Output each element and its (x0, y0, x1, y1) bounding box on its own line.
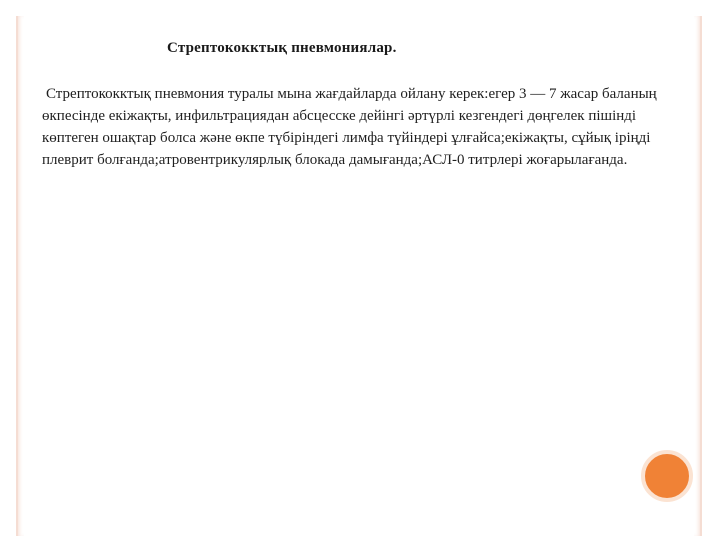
slide-title: Стрептококктық пневмониялар. (167, 40, 397, 56)
slide-body-text: Стрептококктық пневмония туралы мына жағдайларда ойлану керек:егер 3 — 7 жасар баланың өкпесінде екіжақты, инфильтрациядан абсцесске дейінгі әртүрлі кезгендегі дөңгелек пішінді көптеген ошақтар болса және өкпе түбіріндегі лимфа түйіндері ұлғайса;екіжақты, сұйық іріңді плеврит болғанда;атровентрикулярлық блокада дамығанда;АСЛ-0 титрлері жоғарылағанда. (42, 86, 657, 168)
decorative-circle (641, 450, 693, 502)
